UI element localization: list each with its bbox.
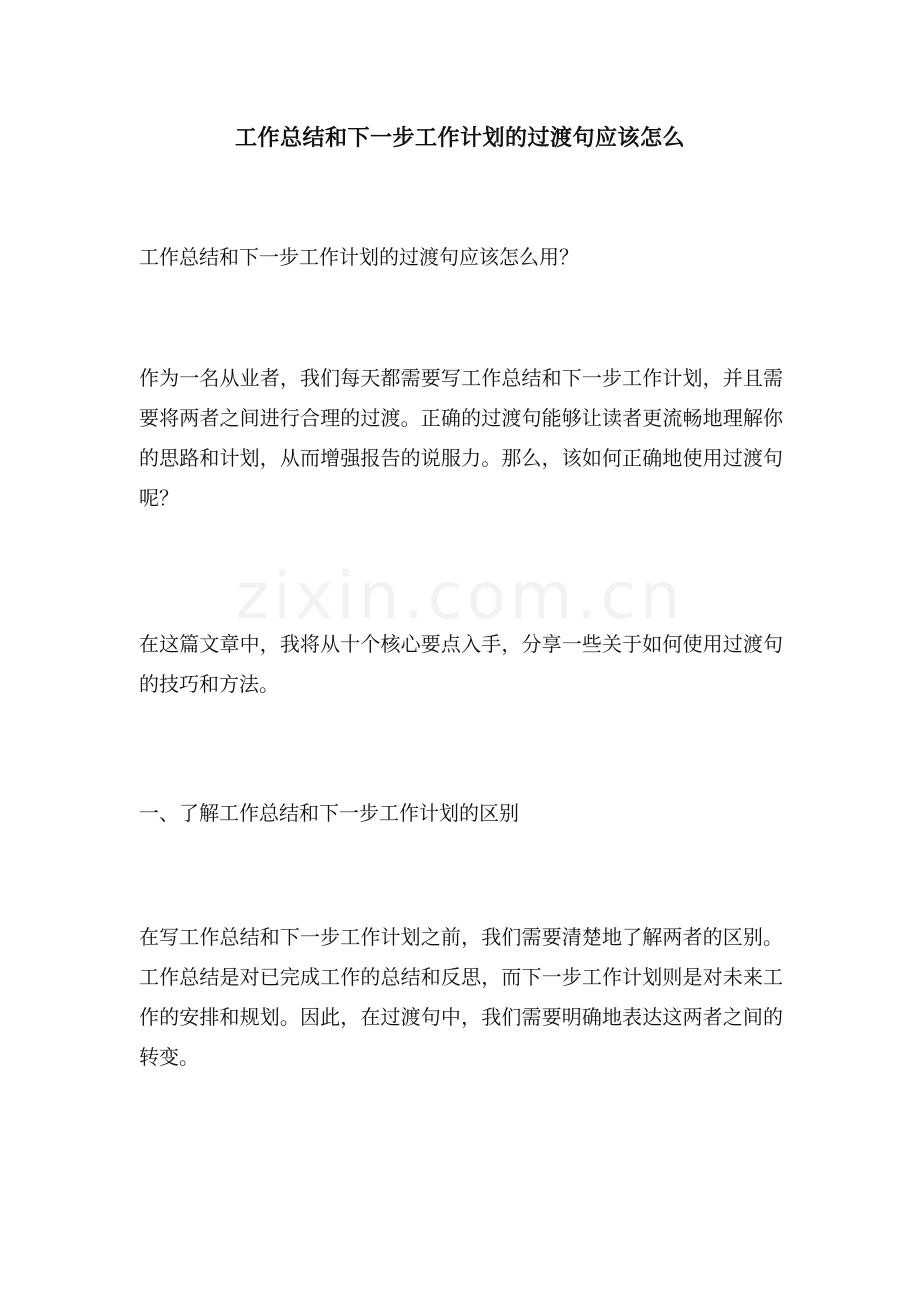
document-title: 工作总结和下一步工作计划的过渡句应该怎么: [234, 125, 685, 151]
paragraph-overview: 在这篇文章中，我将从十个核心要点入手，分享一些关于如何使用过渡句的技巧和方法。: [139, 632, 783, 696]
paragraph-section-1: 在写工作总结和下一步工作计划之前，我们需要清楚地了解两者的区别。工作总结是对已完成工作的总结和反思，而下一步工作计划则是对未来工作的安排和规划。因此，在过渡句中，我们需要明确地表达这两者之间的转变。: [139, 925, 783, 1069]
watermark-text: zixin.com.cn: [235, 560, 685, 634]
paragraph-question: 工作总结和下一步工作计划的过渡句应该怎么用？: [139, 245, 579, 269]
paragraph-intro: 作为一名从业者，我们每天都需要写工作总结和下一步工作计划，并且需要将两者之间进行合理的过渡。正确的过渡句能够让读者更流畅地理解你的思路和计划，从而增强报告的说服力。那么，该如何正确地使用过渡句呢？: [139, 366, 783, 510]
section-heading-1: 一、了解工作总结和下一步工作计划的区别: [139, 801, 519, 825]
